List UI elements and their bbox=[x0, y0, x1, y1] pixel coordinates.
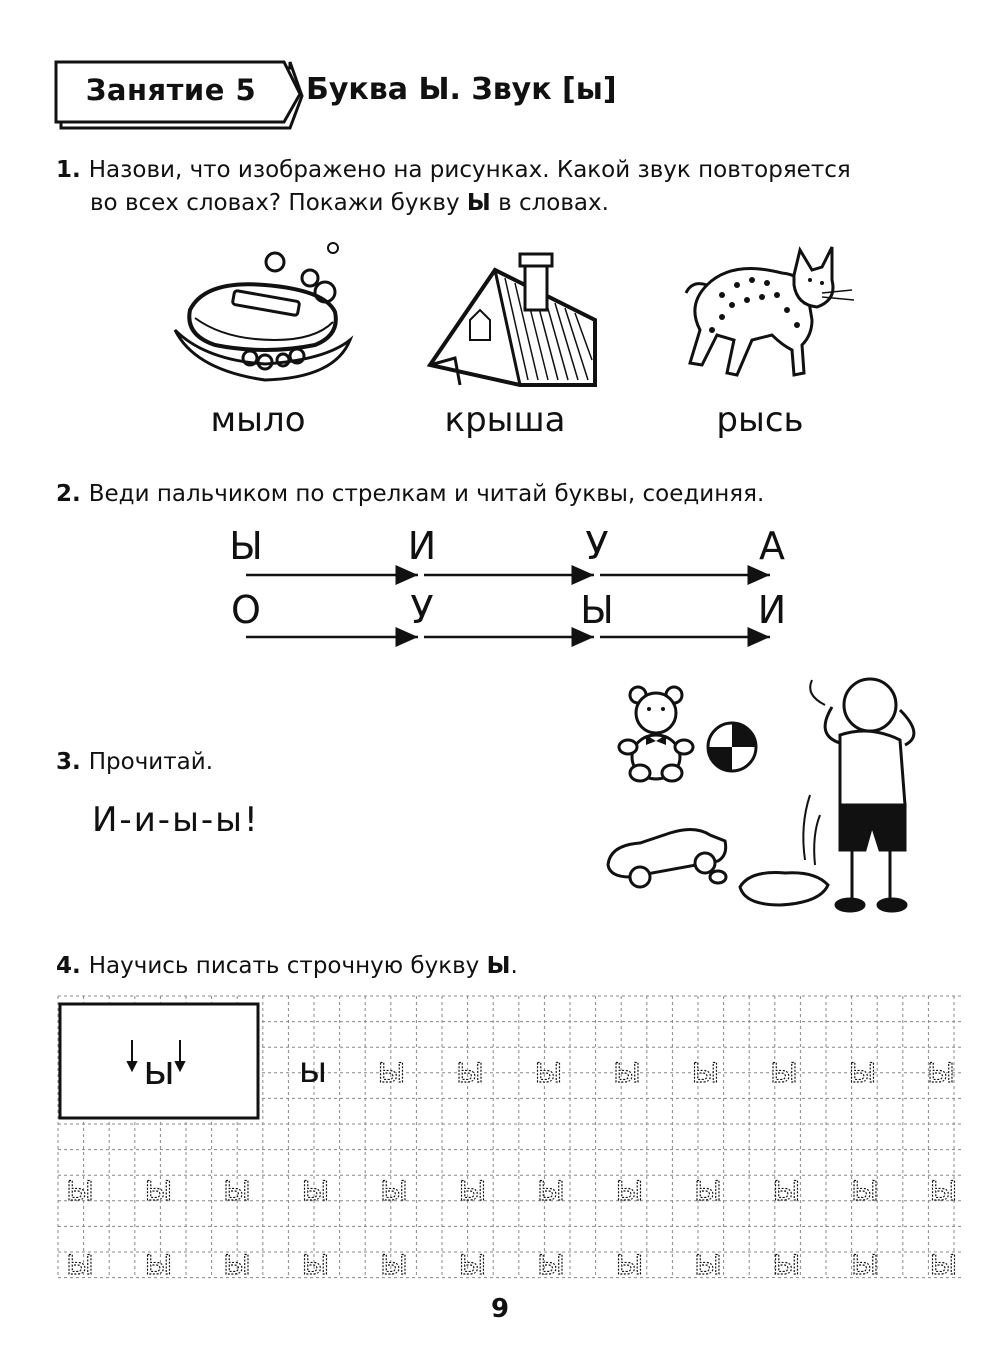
row1-letter: У bbox=[585, 524, 609, 568]
trace-letter: ы bbox=[458, 1242, 487, 1283]
trace-letter: ы bbox=[769, 1050, 799, 1091]
read-phrase: И-и-ы-ы! bbox=[92, 800, 260, 840]
row2-letter: И bbox=[757, 588, 787, 632]
row2-letter: У bbox=[410, 588, 434, 632]
task-1-line1: Назови, что изображено на рисунках. Какой звук повторяется bbox=[88, 157, 851, 183]
trace-letter: ы bbox=[379, 1242, 409, 1283]
picture-word-soap: мыло bbox=[210, 400, 306, 440]
task-number: 3. bbox=[56, 749, 81, 775]
row1-letter: И bbox=[407, 524, 437, 568]
trace-letter: ы bbox=[693, 1242, 723, 1283]
task-1-letter: Ы bbox=[466, 190, 491, 216]
trace-letter: ы bbox=[298, 1050, 328, 1091]
trace-letter: ы bbox=[772, 1168, 801, 1209]
picture-word-roof: крыша bbox=[444, 400, 566, 440]
trace-letter: ы bbox=[458, 1168, 487, 1209]
trace-letter: ы bbox=[144, 1242, 173, 1283]
task-3-instruction bbox=[56, 746, 213, 779]
task-4-letter: Ы bbox=[486, 953, 511, 979]
trace-letter: ы bbox=[536, 1242, 566, 1283]
task-4-instruction bbox=[56, 950, 518, 983]
soap-icon bbox=[165, 240, 365, 390]
row1-letter: А bbox=[759, 524, 785, 568]
row2-letter: О bbox=[231, 588, 261, 632]
task-2-instruction bbox=[56, 478, 960, 511]
task-4-period: . bbox=[510, 953, 518, 979]
picture-word-lynx: рысь bbox=[716, 400, 804, 440]
trace-letter: ы bbox=[615, 1168, 644, 1209]
task-1-instruction bbox=[56, 154, 960, 220]
task-number: 1. bbox=[56, 157, 81, 183]
trace-letter: ы bbox=[534, 1050, 563, 1091]
crying-boy-icon bbox=[600, 665, 930, 925]
trace-letter: ы bbox=[926, 1050, 956, 1091]
lesson-header bbox=[56, 58, 306, 130]
trace-letter: ы bbox=[301, 1242, 330, 1283]
trace-letter: ы bbox=[222, 1168, 252, 1209]
lesson-label: Занятие 5 bbox=[85, 73, 257, 107]
trace-letter: ы bbox=[693, 1168, 723, 1209]
trace-letter: ы bbox=[848, 1050, 877, 1091]
row1-letter: Ы bbox=[229, 524, 263, 568]
trace-letter: ы bbox=[379, 1168, 409, 1209]
lynx-icon bbox=[672, 245, 862, 385]
trace-letter: ы bbox=[222, 1242, 252, 1283]
trace-letter: ы bbox=[929, 1242, 958, 1283]
task-4-text: Научись писать строчную букву bbox=[88, 953, 480, 979]
trace-letter: ы bbox=[850, 1242, 880, 1283]
trace-letter: ы bbox=[65, 1168, 95, 1209]
task-number: 4. bbox=[56, 953, 81, 979]
trace-letter: ы bbox=[301, 1168, 330, 1209]
trace-letter: ы bbox=[144, 1168, 173, 1209]
task-1-line2a: во всех словах? Покажи букву bbox=[90, 190, 460, 216]
task-3-text: Прочитай. bbox=[88, 749, 214, 775]
row2-letter: Ы bbox=[580, 588, 614, 632]
trace-letter: ы bbox=[850, 1168, 880, 1209]
trace-letter: ы bbox=[455, 1050, 485, 1091]
trace-letter: ы bbox=[772, 1242, 801, 1283]
trace-letter: ы bbox=[536, 1168, 566, 1209]
task-1-line2b: в словах. bbox=[498, 190, 609, 216]
trace-letter: ы bbox=[377, 1050, 406, 1091]
writing-grid bbox=[58, 996, 968, 1286]
task-number: 2. bbox=[56, 481, 81, 507]
trace-letter: ы bbox=[65, 1242, 95, 1283]
trace-letter: ы bbox=[612, 1050, 642, 1091]
reading-arrows bbox=[240, 565, 800, 645]
roof-icon bbox=[420, 240, 610, 390]
lesson-title: Буква Ы. Звук [ы] bbox=[306, 72, 617, 107]
trace-letter: ы bbox=[615, 1242, 644, 1283]
page-number: 9 bbox=[490, 1294, 510, 1324]
trace-letter: ы bbox=[929, 1168, 958, 1209]
task-2-text: Веди пальчиком по стрелкам и читай буквы, соединяя. bbox=[88, 481, 765, 507]
trace-letter: ы bbox=[691, 1050, 720, 1091]
sample-letter: ы bbox=[143, 1048, 175, 1094]
